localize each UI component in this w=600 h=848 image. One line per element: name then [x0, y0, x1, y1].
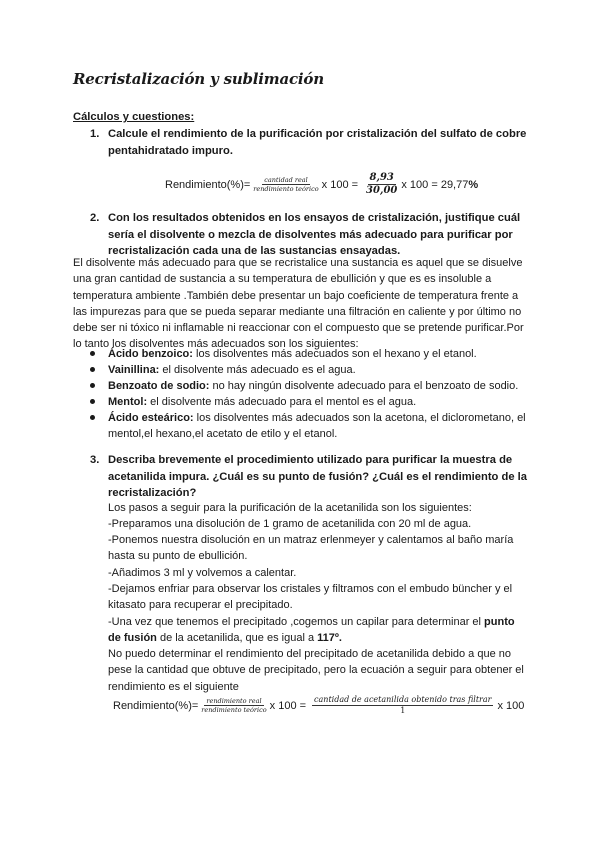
- question-number: 3.: [90, 454, 100, 466]
- value-denominator: 1: [400, 706, 406, 715]
- substance-solvent: los disolventes más adecuados son el hexano y el etanol.: [192, 348, 477, 360]
- substance-name: Mentol:: [108, 396, 148, 408]
- bullet-icon: [90, 383, 95, 388]
- yield-formula-1: [165, 172, 478, 197]
- procedure-step: -Preparamos una disolución de 1 gramo de acetanilida con 20 ml de agua.: [108, 518, 472, 530]
- value-denominator: 30,00: [366, 185, 398, 196]
- value-fraction: [312, 695, 493, 716]
- list-item: [90, 378, 535, 394]
- procedure-intro: Los pasos a seguir para la purificación de la acetanilida son los siguientes:: [108, 502, 472, 514]
- section-heading: Cálculos y cuestiones:: [73, 111, 195, 123]
- bullet-icon: [90, 399, 95, 404]
- list-item: [90, 394, 535, 410]
- question-number: 2.: [90, 212, 100, 224]
- substance-solvent: no hay ningún disolvente adecuado para el benzoato de sodio.: [209, 380, 519, 392]
- fraction-denominator: rendimiento teórico: [253, 185, 319, 193]
- procedure-step: -Dejamos enfriar para observar los cristales y filtramos con el embudo büncher y el kitasato para recuperar el precipitado.: [108, 583, 513, 612]
- question-text: Describa brevemente el procedimiento utilizado para purificar la muestra de acetanilida impura. ¿Cuál es su punto de fusión? ¿Cuál es el rendimiento de la recristalización?: [108, 454, 527, 499]
- formula-lhs: Rendimiento(%)=: [113, 699, 199, 712]
- question-2: [90, 210, 530, 260]
- answer-paragraph: El disolvente más adecuado para que se recristalice una sustancia es aquel que se disuelve una gran cantidad de sustancia a su temperatura de ebullición y que es es insoluble a temperatura ambiente .También debe presentar un bajo coeficiente de temperatura frente a las impurezas para que se pueda separar mediante una filtración en caliente y por último no debe ser ni tóxico ni inflamable ni reaccionar con el compuesto que se pretende purificar.Por lo tanto los disolventes más adecuados son los siguientes:: [73, 257, 524, 351]
- formula-result: x 100: [497, 699, 525, 712]
- value-numerator: 8,93: [369, 172, 394, 183]
- fraction-numerator: cantidad real: [264, 176, 308, 184]
- procedure-step: [108, 614, 530, 647]
- question-text: Calcule el rendimiento de la purificación por cristalización del sulfato de cobre pentahidratado impuro.: [108, 128, 527, 157]
- value-numerator: cantidad de acetanilida obtenido tras filtrar: [314, 695, 492, 704]
- procedure-step: -Añadimos 3 ml y volvemos a calentar.: [108, 567, 297, 579]
- fraction: [253, 176, 318, 193]
- list-item: [90, 362, 535, 378]
- formula-multiplier: x 100 =: [269, 699, 307, 712]
- substance-name: Ácido esteárico:: [108, 412, 194, 424]
- fraction: [201, 697, 266, 714]
- value-fraction: [366, 172, 397, 197]
- question-3: [90, 452, 530, 502]
- fraction-numerator: rendimiento real: [206, 697, 262, 705]
- list-item: [90, 346, 535, 362]
- question-text: Con los resultados obtenidos en los ensayos de cristalización, justifique cuál sería el disolvente o mezcla de disolventes más adecuado para purificar por recristalización cada una de las sustancias ensayadas.: [108, 212, 521, 257]
- formula-lhs: Rendimiento(%)=: [165, 178, 251, 191]
- formula-multiplier: x 100 =: [321, 178, 359, 191]
- bullet-icon: [90, 367, 95, 372]
- step-text: -Una vez que tenemos el precipitado ,cogemos un capilar para determinar el: [108, 616, 485, 628]
- bullet-icon: [90, 415, 95, 420]
- fraction-denominator: rendimiento teórico: [201, 706, 267, 714]
- melting-point-term: punto de fusión: [108, 616, 515, 645]
- substance-name: Benzoato de sodio:: [108, 380, 210, 392]
- step-text: de la acetanilida, que es igual a: [156, 632, 318, 645]
- yield-formula-2: [113, 695, 524, 716]
- list-item: [90, 410, 535, 443]
- substance-name: Ácido benzoico:: [108, 348, 193, 360]
- closing-paragraph: No puedo determinar el rendimiento del precipitado de acetanilida debido a que no pese la cantidad que obtuve de precipitado, pero la ecuación a seguir para obtener el rendimiento es el siguiente: [108, 648, 524, 693]
- percent-sign: %: [468, 178, 479, 191]
- substance-name: Vainillina:: [108, 364, 160, 376]
- question-number: 1.: [90, 128, 100, 140]
- question-1: [90, 126, 530, 159]
- substance-solvent: el disolvente más adecuado para el mentol es el agua.: [147, 396, 417, 408]
- formula-result: x 100 = 29,77: [401, 178, 469, 191]
- bullet-icon: [90, 351, 95, 356]
- substance-solvent: los disolventes más adecuados son la acetona, el diclorometano, el mentol,el hexano,el acetato de etilo y el etanol.: [108, 412, 526, 441]
- procedure-step: -Ponemos nuestra disolución en un matraz erlenmeyer y calentamos al baño maría hasta su punto de ebullición.: [108, 534, 514, 563]
- substance-solvent: el disolvente más adecuado es el agua.: [159, 364, 356, 376]
- melting-point-value: 117º.: [317, 632, 342, 645]
- page-title: Recristalización y sublimación: [73, 70, 324, 88]
